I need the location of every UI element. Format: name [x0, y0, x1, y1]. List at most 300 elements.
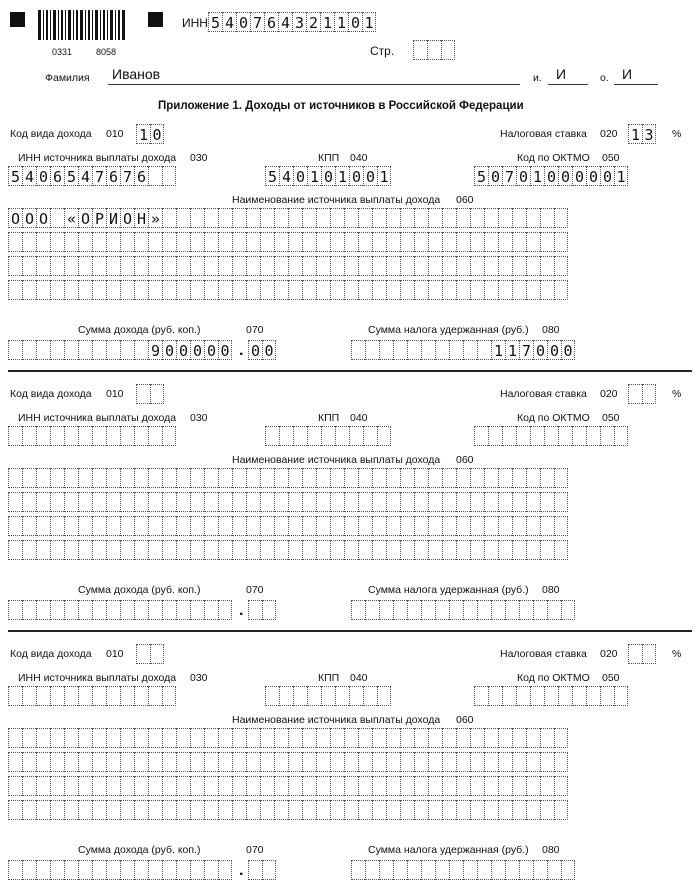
field-cell	[274, 516, 288, 536]
field-cell	[600, 686, 614, 706]
field-cell: 0	[349, 166, 363, 186]
income-code-field[interactable]	[136, 384, 164, 404]
field-cell	[176, 752, 190, 772]
field-cell	[260, 232, 274, 252]
field-cell	[330, 280, 344, 300]
field-cell	[386, 800, 400, 820]
field-cell	[470, 280, 484, 300]
field-cell	[288, 280, 302, 300]
field-cell	[22, 776, 36, 796]
field-cell	[554, 516, 568, 536]
oktmo-num: 050	[602, 152, 620, 164]
field-cell	[442, 468, 456, 488]
field-cell	[351, 340, 365, 360]
percent-sign: %	[672, 388, 682, 400]
field-cell: 0	[162, 340, 176, 360]
source-name-row[interactable]	[8, 516, 568, 536]
field-cell	[262, 600, 276, 620]
income-kop-field[interactable]	[248, 860, 276, 880]
tax-withheld-field[interactable]	[351, 600, 575, 620]
kpp-field[interactable]	[265, 426, 391, 446]
field-cell	[148, 686, 162, 706]
kpp-label: КПП	[318, 412, 340, 424]
source-name-num: 060	[456, 194, 474, 206]
source-name-num: 060	[456, 454, 474, 466]
oktmo-field[interactable]	[474, 166, 628, 186]
field-cell	[120, 426, 134, 446]
field-cell	[456, 540, 470, 560]
field-cell	[377, 686, 391, 706]
field-cell	[248, 600, 262, 620]
field-cell	[414, 232, 428, 252]
field-cell	[316, 492, 330, 512]
field-cell	[92, 752, 106, 772]
field-cell	[106, 800, 120, 820]
field-cell	[302, 800, 316, 820]
source-name-row[interactable]	[8, 208, 568, 228]
field-cell	[134, 776, 148, 796]
field-cell	[428, 280, 442, 300]
field-cell	[540, 728, 554, 748]
field-cell	[302, 208, 316, 228]
field-cell	[449, 860, 463, 880]
field-cell	[8, 468, 22, 488]
oktmo-field[interactable]	[474, 426, 628, 446]
field-cell	[288, 800, 302, 820]
field-cell	[372, 516, 386, 536]
field-cell	[8, 540, 22, 560]
tax-rate-field[interactable]	[628, 644, 656, 664]
tax-rate-field[interactable]	[628, 384, 656, 404]
field-cell	[470, 540, 484, 560]
field-cell	[502, 686, 516, 706]
source-inn-num: 030	[190, 412, 208, 424]
field-cell	[78, 426, 92, 446]
field-cell	[379, 340, 393, 360]
field-cell	[120, 860, 134, 880]
field-cell	[516, 686, 530, 706]
field-cell	[484, 492, 498, 512]
field-cell	[64, 232, 78, 252]
field-cell	[302, 516, 316, 536]
tax-rate-field[interactable]	[628, 124, 656, 144]
field-cell	[64, 686, 78, 706]
field-cell	[204, 860, 218, 880]
field-cell: 0	[293, 166, 307, 186]
field-cell	[512, 280, 526, 300]
field-cell	[148, 232, 162, 252]
field-cell	[316, 468, 330, 488]
source-name-row[interactable]	[8, 280, 568, 300]
field-cell	[64, 280, 78, 300]
source-inn-field[interactable]	[8, 686, 176, 706]
field-cell	[274, 728, 288, 748]
field-cell	[218, 256, 232, 276]
field-cell	[351, 860, 365, 880]
field-cell: 0	[572, 166, 586, 186]
income-code-num: 010	[106, 128, 124, 140]
field-cell	[50, 752, 64, 772]
field-cell: 5	[474, 166, 488, 186]
field-cell	[330, 516, 344, 536]
field-cell	[526, 728, 540, 748]
field-cell	[260, 492, 274, 512]
field-cell	[533, 860, 547, 880]
field-cell	[274, 468, 288, 488]
source-name-label: Наименование источника выплаты дохода	[232, 454, 441, 466]
field-cell	[8, 256, 22, 276]
field-cell	[106, 686, 120, 706]
field-cell	[162, 776, 176, 796]
field-cell	[386, 208, 400, 228]
field-cell	[442, 752, 456, 772]
source-name-row[interactable]	[8, 728, 568, 748]
field-cell	[162, 800, 176, 820]
field-cell	[558, 686, 572, 706]
field-cell	[344, 540, 358, 560]
field-cell	[330, 540, 344, 560]
field-cell	[120, 280, 134, 300]
field-cell	[162, 232, 176, 252]
source-name-row[interactable]	[8, 256, 568, 276]
field-cell	[218, 540, 232, 560]
field-cell	[120, 728, 134, 748]
field-cell	[36, 340, 50, 360]
field-cell	[540, 800, 554, 820]
field-cell	[204, 776, 218, 796]
field-cell	[484, 800, 498, 820]
field-cell	[358, 728, 372, 748]
source-name-row[interactable]	[8, 800, 568, 820]
field-cell	[148, 492, 162, 512]
field-cell	[456, 280, 470, 300]
field-cell	[540, 208, 554, 228]
field-cell	[148, 800, 162, 820]
field-cell	[442, 280, 456, 300]
field-cell	[349, 686, 363, 706]
source-name-row[interactable]	[8, 776, 568, 796]
field-cell: 0	[204, 340, 218, 360]
source-name-row[interactable]	[8, 492, 568, 512]
surname-label: Фамилия	[45, 72, 90, 84]
income-sum-label: Сумма дохода (руб. коп.)	[78, 844, 201, 856]
field-cell	[162, 492, 176, 512]
initial-o-value[interactable]: И	[622, 66, 633, 82]
field-cell	[470, 516, 484, 536]
initial-i-label: и.	[533, 72, 542, 84]
initial-i-value[interactable]: И	[556, 66, 567, 82]
kpp-num: 040	[350, 412, 368, 424]
field-cell	[400, 468, 414, 488]
field-cell	[484, 468, 498, 488]
field-cell	[386, 728, 400, 748]
field-cell	[22, 492, 36, 512]
tax-withheld-label: Сумма налога удержанная (руб.)	[368, 584, 529, 596]
field-cell	[414, 208, 428, 228]
field-cell	[470, 728, 484, 748]
field-cell	[204, 256, 218, 276]
field-cell	[92, 686, 106, 706]
field-cell	[540, 516, 554, 536]
field-cell	[442, 232, 456, 252]
income-kop-field[interactable]	[248, 340, 276, 360]
field-cell: 0	[561, 340, 575, 360]
field-cell	[8, 232, 22, 252]
field-cell	[358, 776, 372, 796]
income-code-field[interactable]	[136, 644, 164, 664]
field-cell	[519, 860, 533, 880]
tax-withheld-field[interactable]	[351, 860, 575, 880]
field-cell	[456, 232, 470, 252]
field-cell: 9	[148, 340, 162, 360]
field-cell	[134, 256, 148, 276]
field-cell	[498, 800, 512, 820]
field-cell: 4	[78, 166, 92, 186]
field-cell	[349, 426, 363, 446]
field-cell	[78, 600, 92, 620]
field-cell	[554, 256, 568, 276]
field-cell: 0	[218, 340, 232, 360]
field-cell	[293, 426, 307, 446]
field-cell	[441, 40, 455, 60]
page-title: Приложение 1. Доходы от источников в Российской Федерации	[158, 100, 524, 112]
field-cell	[414, 728, 428, 748]
income-code-num: 010	[106, 388, 124, 400]
field-cell	[316, 208, 330, 228]
source-inn-label: ИНН источника выплаты дохода	[18, 672, 177, 684]
field-cell	[372, 256, 386, 276]
source-name-row[interactable]	[8, 752, 568, 772]
field-cell	[330, 492, 344, 512]
field-cell	[512, 752, 526, 772]
barcode-number-right: 8058	[96, 47, 117, 57]
field-cell	[176, 860, 190, 880]
field-cell	[491, 600, 505, 620]
field-cell	[232, 800, 246, 820]
field-cell	[642, 384, 656, 404]
tax-rate-label: Налоговая ставка	[500, 128, 587, 140]
field-cell	[148, 600, 162, 620]
field-cell	[120, 752, 134, 772]
field-cell	[120, 800, 134, 820]
field-cell: 6	[50, 166, 64, 186]
field-cell: 1	[334, 12, 348, 32]
field-cell	[414, 468, 428, 488]
field-cell	[344, 752, 358, 772]
field-cell	[64, 516, 78, 536]
field-cell	[330, 728, 344, 748]
field-cell	[218, 728, 232, 748]
field-cell	[134, 232, 148, 252]
field-cell	[540, 280, 554, 300]
field-cell	[386, 516, 400, 536]
field-cell	[120, 340, 134, 360]
field-cell	[162, 600, 176, 620]
field-cell	[36, 600, 50, 620]
field-cell	[372, 492, 386, 512]
field-cell	[50, 776, 64, 796]
field-cell	[351, 600, 365, 620]
field-cell	[106, 340, 120, 360]
field-cell	[106, 728, 120, 748]
field-cell	[330, 800, 344, 820]
field-cell	[148, 166, 162, 186]
field-cell	[526, 540, 540, 560]
field-cell	[456, 800, 470, 820]
field-cell	[190, 232, 204, 252]
field-cell	[274, 776, 288, 796]
field-cell	[400, 256, 414, 276]
field-cell	[516, 426, 530, 446]
field-cell	[204, 800, 218, 820]
field-cell: «	[64, 208, 78, 228]
field-cell	[204, 492, 218, 512]
field-cell	[470, 800, 484, 820]
field-cell	[344, 776, 358, 796]
kpp-num: 040	[350, 672, 368, 684]
field-cell	[288, 516, 302, 536]
field-cell	[150, 644, 164, 664]
field-cell	[36, 426, 50, 446]
field-cell	[316, 752, 330, 772]
corner-marker-right	[148, 12, 163, 27]
field-cell	[498, 256, 512, 276]
field-cell: 0	[547, 340, 561, 360]
field-cell	[78, 776, 92, 796]
field-cell	[526, 776, 540, 796]
field-cell	[561, 600, 575, 620]
source-name-row[interactable]	[8, 232, 568, 252]
field-cell	[274, 208, 288, 228]
field-cell	[22, 752, 36, 772]
source-name-row[interactable]	[8, 540, 568, 560]
field-cell	[379, 600, 393, 620]
source-name-num: 060	[456, 714, 474, 726]
income-kop-field[interactable]	[248, 600, 276, 620]
income-code-field[interactable]	[136, 124, 164, 144]
field-cell	[162, 860, 176, 880]
inn-field[interactable]	[208, 12, 376, 32]
field-cell	[120, 516, 134, 536]
field-cell: 1	[505, 340, 519, 360]
field-cell	[120, 776, 134, 796]
field-cell	[246, 752, 260, 772]
oktmo-label: Код по ОКТМО	[517, 412, 590, 424]
page-number-field[interactable]	[413, 40, 455, 60]
field-cell	[526, 468, 540, 488]
field-cell	[148, 776, 162, 796]
corner-marker-left	[10, 12, 25, 27]
field-cell	[162, 728, 176, 748]
source-inn-field[interactable]	[8, 166, 176, 186]
field-cell	[526, 800, 540, 820]
field-cell	[428, 516, 442, 536]
field-cell	[435, 340, 449, 360]
percent-sign: %	[672, 128, 682, 140]
field-cell	[456, 468, 470, 488]
field-cell	[162, 280, 176, 300]
field-cell	[435, 600, 449, 620]
field-cell	[218, 280, 232, 300]
field-cell: О	[22, 208, 36, 228]
field-cell	[512, 492, 526, 512]
field-cell	[120, 256, 134, 276]
field-cell	[428, 232, 442, 252]
field-cell	[288, 540, 302, 560]
field-cell	[400, 752, 414, 772]
field-cell	[36, 776, 50, 796]
field-cell	[106, 516, 120, 536]
field-cell	[8, 426, 22, 446]
field-cell	[120, 492, 134, 512]
field-cell: 0	[558, 166, 572, 186]
block-separator	[8, 630, 692, 632]
field-cell	[512, 468, 526, 488]
field-cell: 1	[362, 12, 376, 32]
field-cell	[449, 600, 463, 620]
field-cell	[505, 600, 519, 620]
field-cell	[92, 776, 106, 796]
field-cell	[407, 600, 421, 620]
initial-i-underline	[548, 84, 588, 85]
field-cell	[540, 232, 554, 252]
kpp-field[interactable]	[265, 686, 391, 706]
field-cell	[302, 256, 316, 276]
field-cell	[162, 208, 176, 228]
field-cell	[302, 752, 316, 772]
field-cell	[470, 752, 484, 772]
source-name-row[interactable]	[8, 468, 568, 488]
field-cell	[22, 600, 36, 620]
field-cell	[344, 492, 358, 512]
field-cell	[344, 728, 358, 748]
field-cell	[491, 860, 505, 880]
field-cell	[488, 686, 502, 706]
field-cell	[477, 340, 491, 360]
field-cell	[379, 860, 393, 880]
field-cell	[190, 280, 204, 300]
field-cell	[262, 860, 276, 880]
field-cell	[204, 468, 218, 488]
field-cell: О	[36, 208, 50, 228]
source-inn-field[interactable]	[8, 426, 176, 446]
field-cell	[92, 468, 106, 488]
oktmo-field[interactable]	[474, 686, 628, 706]
field-cell	[246, 540, 260, 560]
field-cell	[358, 232, 372, 252]
field-cell	[386, 256, 400, 276]
field-cell	[540, 468, 554, 488]
income-rub-field[interactable]	[8, 600, 232, 620]
tax-withheld-field[interactable]	[351, 340, 575, 360]
field-cell	[330, 208, 344, 228]
field-cell	[414, 256, 428, 276]
field-cell	[120, 468, 134, 488]
field-cell	[526, 492, 540, 512]
field-cell	[274, 752, 288, 772]
income-rub-field[interactable]	[8, 340, 232, 360]
field-cell: 0	[321, 166, 335, 186]
field-cell	[449, 340, 463, 360]
field-cell	[50, 800, 64, 820]
field-cell	[232, 256, 246, 276]
income-rub-field[interactable]	[8, 860, 232, 880]
field-cell	[498, 728, 512, 748]
field-cell	[246, 208, 260, 228]
field-cell: 6	[134, 166, 148, 186]
surname-value[interactable]: Иванов	[112, 66, 161, 82]
kpp-field[interactable]	[265, 166, 391, 186]
